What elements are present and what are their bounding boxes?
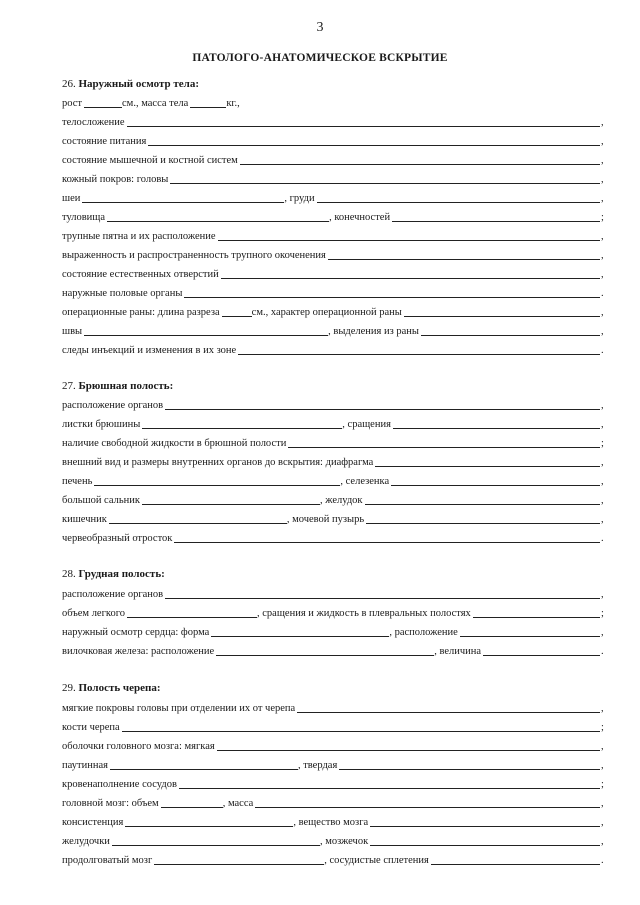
- scalp-label: мягкие покровы головы при отделении их от черепа: [62, 703, 296, 714]
- row-abd-organ-position: [62, 398, 607, 412]
- punct: ,: [601, 326, 604, 337]
- punct: .: [601, 855, 604, 866]
- page-number: 3: [316, 20, 324, 35]
- dura-field[interactable]: [339, 768, 600, 770]
- nutrition-label: состояние питания: [62, 136, 147, 147]
- height-label: рост: [62, 98, 83, 109]
- abd-adhesions-label: , сращения: [342, 419, 391, 430]
- punct: ,: [601, 589, 604, 600]
- thymus-position-field[interactable]: [216, 654, 434, 656]
- punct: .: [601, 646, 604, 657]
- peritoneum-label: листки брюшины: [62, 419, 141, 430]
- brain-volume-field[interactable]: [161, 806, 223, 808]
- pia-mater-field[interactable]: [217, 749, 600, 751]
- appendix-field[interactable]: [174, 541, 600, 543]
- row-ventricles-cerebellum: [62, 834, 607, 848]
- abd-adhesions-field[interactable]: [393, 427, 600, 429]
- injection-traces-field[interactable]: [238, 353, 600, 355]
- punct: ,: [601, 231, 604, 242]
- vascular-filling-field[interactable]: [179, 787, 600, 789]
- section-27-heading: [62, 380, 173, 392]
- punct: ;: [601, 438, 604, 449]
- liver-label: печень: [62, 476, 93, 487]
- cerebellum-label: , мозжечок: [319, 836, 369, 847]
- page-title: ПАТОЛОГО-АНАТОМИЧЕСКОЕ ВСКРЫТИЕ: [192, 52, 448, 64]
- section-28-title: Грудная полость:: [78, 568, 165, 580]
- row-trunk-limbs: [62, 210, 607, 224]
- row-height-weight: [62, 96, 607, 110]
- row-diaphragm: [62, 455, 607, 469]
- row-intestine-bladder: [62, 512, 607, 526]
- row-brain-volume-mass: [62, 796, 607, 810]
- punct: ,: [601, 703, 604, 714]
- thymus-position-label: вилочковая железа: расположение: [62, 646, 215, 657]
- row-thymus: [62, 644, 607, 658]
- thorax-organ-position-label: расположение органов: [62, 589, 164, 600]
- rigor-label: выраженность и распространенность трупного окоченения: [62, 250, 326, 261]
- peritoneum-field[interactable]: [142, 427, 342, 429]
- row-heart: [62, 625, 607, 639]
- row-nutrition: [62, 134, 607, 148]
- punct: .: [601, 533, 604, 544]
- pleural-field[interactable]: [473, 616, 600, 618]
- thymus-size-label: , величина: [434, 646, 482, 657]
- punct: ,: [601, 836, 604, 847]
- heart-position-label: , расположение: [389, 627, 458, 638]
- wound-character-field[interactable]: [404, 315, 600, 317]
- row-neck-chest: [62, 191, 607, 205]
- trunk-field[interactable]: [107, 220, 329, 222]
- stomach-label: , желудок: [319, 495, 363, 506]
- row-livor: [62, 229, 607, 243]
- row-free-fluid: [62, 436, 607, 450]
- section-27-title: Брюшная полость:: [78, 380, 174, 392]
- abd-organ-position-label: расположение органов: [62, 400, 164, 411]
- ventricles-label: желудочки: [62, 836, 110, 847]
- skull-field[interactable]: [122, 730, 600, 732]
- kg-label: кг.,: [226, 98, 240, 109]
- omentum-label: большой сальник: [62, 495, 140, 506]
- brain-volume-label: головной мозг: объем: [62, 798, 159, 809]
- brain-substance-label: , вещество мозга: [293, 817, 369, 828]
- chest-field[interactable]: [317, 201, 600, 203]
- punct: ;: [601, 779, 604, 790]
- row-consistency: [62, 815, 607, 829]
- sutures-field[interactable]: [84, 334, 328, 336]
- incision-length-label: операционные раны: длина разреза: [62, 307, 220, 318]
- medulla-label: продолговатый мозг: [62, 855, 153, 866]
- free-fluid-field[interactable]: [288, 446, 600, 448]
- row-musculoskeletal: [62, 153, 607, 167]
- row-meninges-soft: [62, 739, 607, 753]
- row-thorax-organ-position: [62, 587, 607, 601]
- genitals-label: наружные половые органы: [62, 288, 183, 299]
- punct: ,: [601, 514, 604, 525]
- build-label: телосложение: [62, 117, 125, 128]
- punct: ,: [601, 117, 604, 128]
- choroid-plexus-label: , сосудистые сплетения: [324, 855, 429, 866]
- bladder-field[interactable]: [366, 522, 600, 524]
- ventricles-field[interactable]: [112, 844, 320, 846]
- consistency-field[interactable]: [125, 825, 293, 827]
- row-omentum-stomach: [62, 493, 607, 507]
- punct: ,: [601, 174, 604, 185]
- skin-head-field[interactable]: [170, 182, 600, 184]
- row-injection-traces: [62, 343, 607, 357]
- weight-label: см., масса тела: [122, 98, 189, 109]
- limbs-label: , конечностей: [329, 212, 391, 223]
- punct: ,: [601, 798, 604, 809]
- pleural-label: , сращения и жидкость в плевральных полостях: [257, 608, 471, 619]
- punct: ,: [601, 400, 604, 411]
- cerebellum-field[interactable]: [370, 844, 600, 846]
- row-lung-volume: [62, 606, 607, 620]
- punct: ,: [601, 495, 604, 506]
- discharge-label: , выделения из раны: [328, 326, 419, 337]
- incision-length-field[interactable]: [222, 315, 252, 317]
- scalp-field[interactable]: [297, 711, 600, 713]
- livor-label: трупные пятна и их расположение: [62, 231, 216, 242]
- stomach-field[interactable]: [365, 503, 600, 505]
- row-scalp: [62, 701, 607, 715]
- free-fluid-label: наличие свободной жидкости в брюшной полости: [62, 438, 287, 449]
- trunk-label: туловища: [62, 212, 106, 223]
- punct: ,: [601, 419, 604, 430]
- row-build: [62, 115, 607, 129]
- punct: ,: [601, 155, 604, 166]
- section-26-number: 26.: [62, 78, 76, 90]
- section-29-title: Полость черепа:: [78, 682, 161, 694]
- section-28-heading: [62, 568, 165, 580]
- spleen-field[interactable]: [391, 484, 600, 486]
- section-29-number: 29.: [62, 682, 76, 694]
- pia-mater-label: оболочки головного мозга: мягкая: [62, 741, 215, 752]
- musculoskeletal-label: состояние мышечной и костной систем: [62, 155, 238, 166]
- section-27-number: 27.: [62, 380, 76, 392]
- row-medulla-plexus: [62, 853, 607, 867]
- row-rigor: [62, 248, 607, 262]
- build-field[interactable]: [127, 125, 600, 127]
- appendix-label: червеобразный отросток: [62, 533, 173, 544]
- row-skull: [62, 720, 607, 734]
- consistency-label: консистенция: [62, 817, 124, 828]
- punct: ;: [601, 608, 604, 619]
- intestine-label: кишечник: [62, 514, 107, 525]
- row-appendix: [62, 531, 607, 545]
- punct: ,: [601, 250, 604, 261]
- punct: ,: [601, 269, 604, 280]
- nutrition-field[interactable]: [148, 144, 600, 146]
- diaphragm-field[interactable]: [375, 465, 600, 467]
- chest-label: , груди: [284, 193, 315, 204]
- vascular-filling-label: кровенаполнение сосудов: [62, 779, 177, 790]
- punct: ,: [601, 136, 604, 147]
- height-field[interactable]: [84, 106, 122, 108]
- heart-position-field[interactable]: [460, 635, 600, 637]
- musculoskeletal-field[interactable]: [240, 163, 600, 165]
- heart-shape-label: наружный осмотр сердца: форма: [62, 627, 210, 638]
- section-26-title: Наружный осмотр тела:: [78, 78, 199, 90]
- choroid-plexus-field[interactable]: [431, 863, 600, 865]
- skull-label: кости черепа: [62, 722, 120, 733]
- punct: ,: [601, 476, 604, 487]
- thymus-size-field[interactable]: [483, 654, 600, 656]
- liver-field[interactable]: [94, 484, 340, 486]
- heart-shape-field[interactable]: [211, 635, 389, 637]
- bladder-label: , мочевой пузырь: [286, 514, 365, 525]
- punct: ,: [601, 627, 604, 638]
- arachnoid-field[interactable]: [110, 768, 298, 770]
- orifices-label: состояние естественных отверстий: [62, 269, 219, 280]
- punct: .: [601, 345, 604, 356]
- row-peritoneum: [62, 417, 607, 431]
- punct: .: [601, 288, 604, 299]
- punct: ;: [601, 722, 604, 733]
- spleen-label: , селезенка: [340, 476, 390, 487]
- row-surgical-wounds: [62, 305, 607, 319]
- section-28-number: 28.: [62, 568, 76, 580]
- neck-label: шеи: [62, 193, 81, 204]
- row-vascular-filling: [62, 777, 607, 791]
- lung-volume-field[interactable]: [127, 616, 257, 618]
- arachnoid-label: паутинная: [62, 760, 108, 771]
- brain-substance-field[interactable]: [370, 825, 600, 827]
- punct: ,: [601, 741, 604, 752]
- punct: ;: [601, 212, 604, 223]
- livor-field[interactable]: [218, 239, 600, 241]
- row-orifices: [62, 267, 607, 281]
- section-26-heading: [62, 78, 199, 90]
- punct: ,: [601, 760, 604, 771]
- brain-mass-field[interactable]: [255, 806, 600, 808]
- row-sutures: [62, 324, 607, 338]
- abd-organ-position-field[interactable]: [165, 408, 600, 410]
- limbs-field[interactable]: [392, 220, 600, 222]
- diaphragm-label: внешний вид и размеры внутренних органов до вскрытия: диафрагма: [62, 457, 374, 468]
- wound-character-label: см., характер операционной раны: [251, 307, 402, 318]
- row-skin-head: [62, 172, 607, 186]
- punct: ,: [601, 817, 604, 828]
- orifices-field[interactable]: [221, 277, 600, 279]
- medulla-field[interactable]: [154, 863, 324, 865]
- punct: ,: [601, 307, 604, 318]
- omentum-field[interactable]: [142, 503, 320, 505]
- discharge-field[interactable]: [421, 334, 600, 336]
- rigor-field[interactable]: [328, 258, 600, 260]
- lung-volume-label: объем легкого: [62, 608, 126, 619]
- intestine-field[interactable]: [109, 522, 287, 524]
- skin-head-label: кожный покров: головы: [62, 174, 169, 185]
- punct: ,: [601, 193, 604, 204]
- punct: ,: [601, 457, 604, 468]
- genitals-field[interactable]: [184, 296, 600, 298]
- row-genitals: [62, 286, 607, 300]
- brain-mass-label: , масса: [222, 798, 254, 809]
- neck-field[interactable]: [82, 201, 284, 203]
- thorax-organ-position-field[interactable]: [165, 597, 600, 599]
- row-arachnoid-dura: [62, 758, 607, 772]
- section-29-heading: [62, 682, 161, 694]
- row-liver-spleen: [62, 474, 607, 488]
- weight-field[interactable]: [190, 106, 226, 108]
- injection-traces-label: следы инъекций и изменения в их зоне: [62, 345, 237, 356]
- dura-label: , твердая: [297, 760, 338, 771]
- sutures-label: швы: [62, 326, 83, 337]
